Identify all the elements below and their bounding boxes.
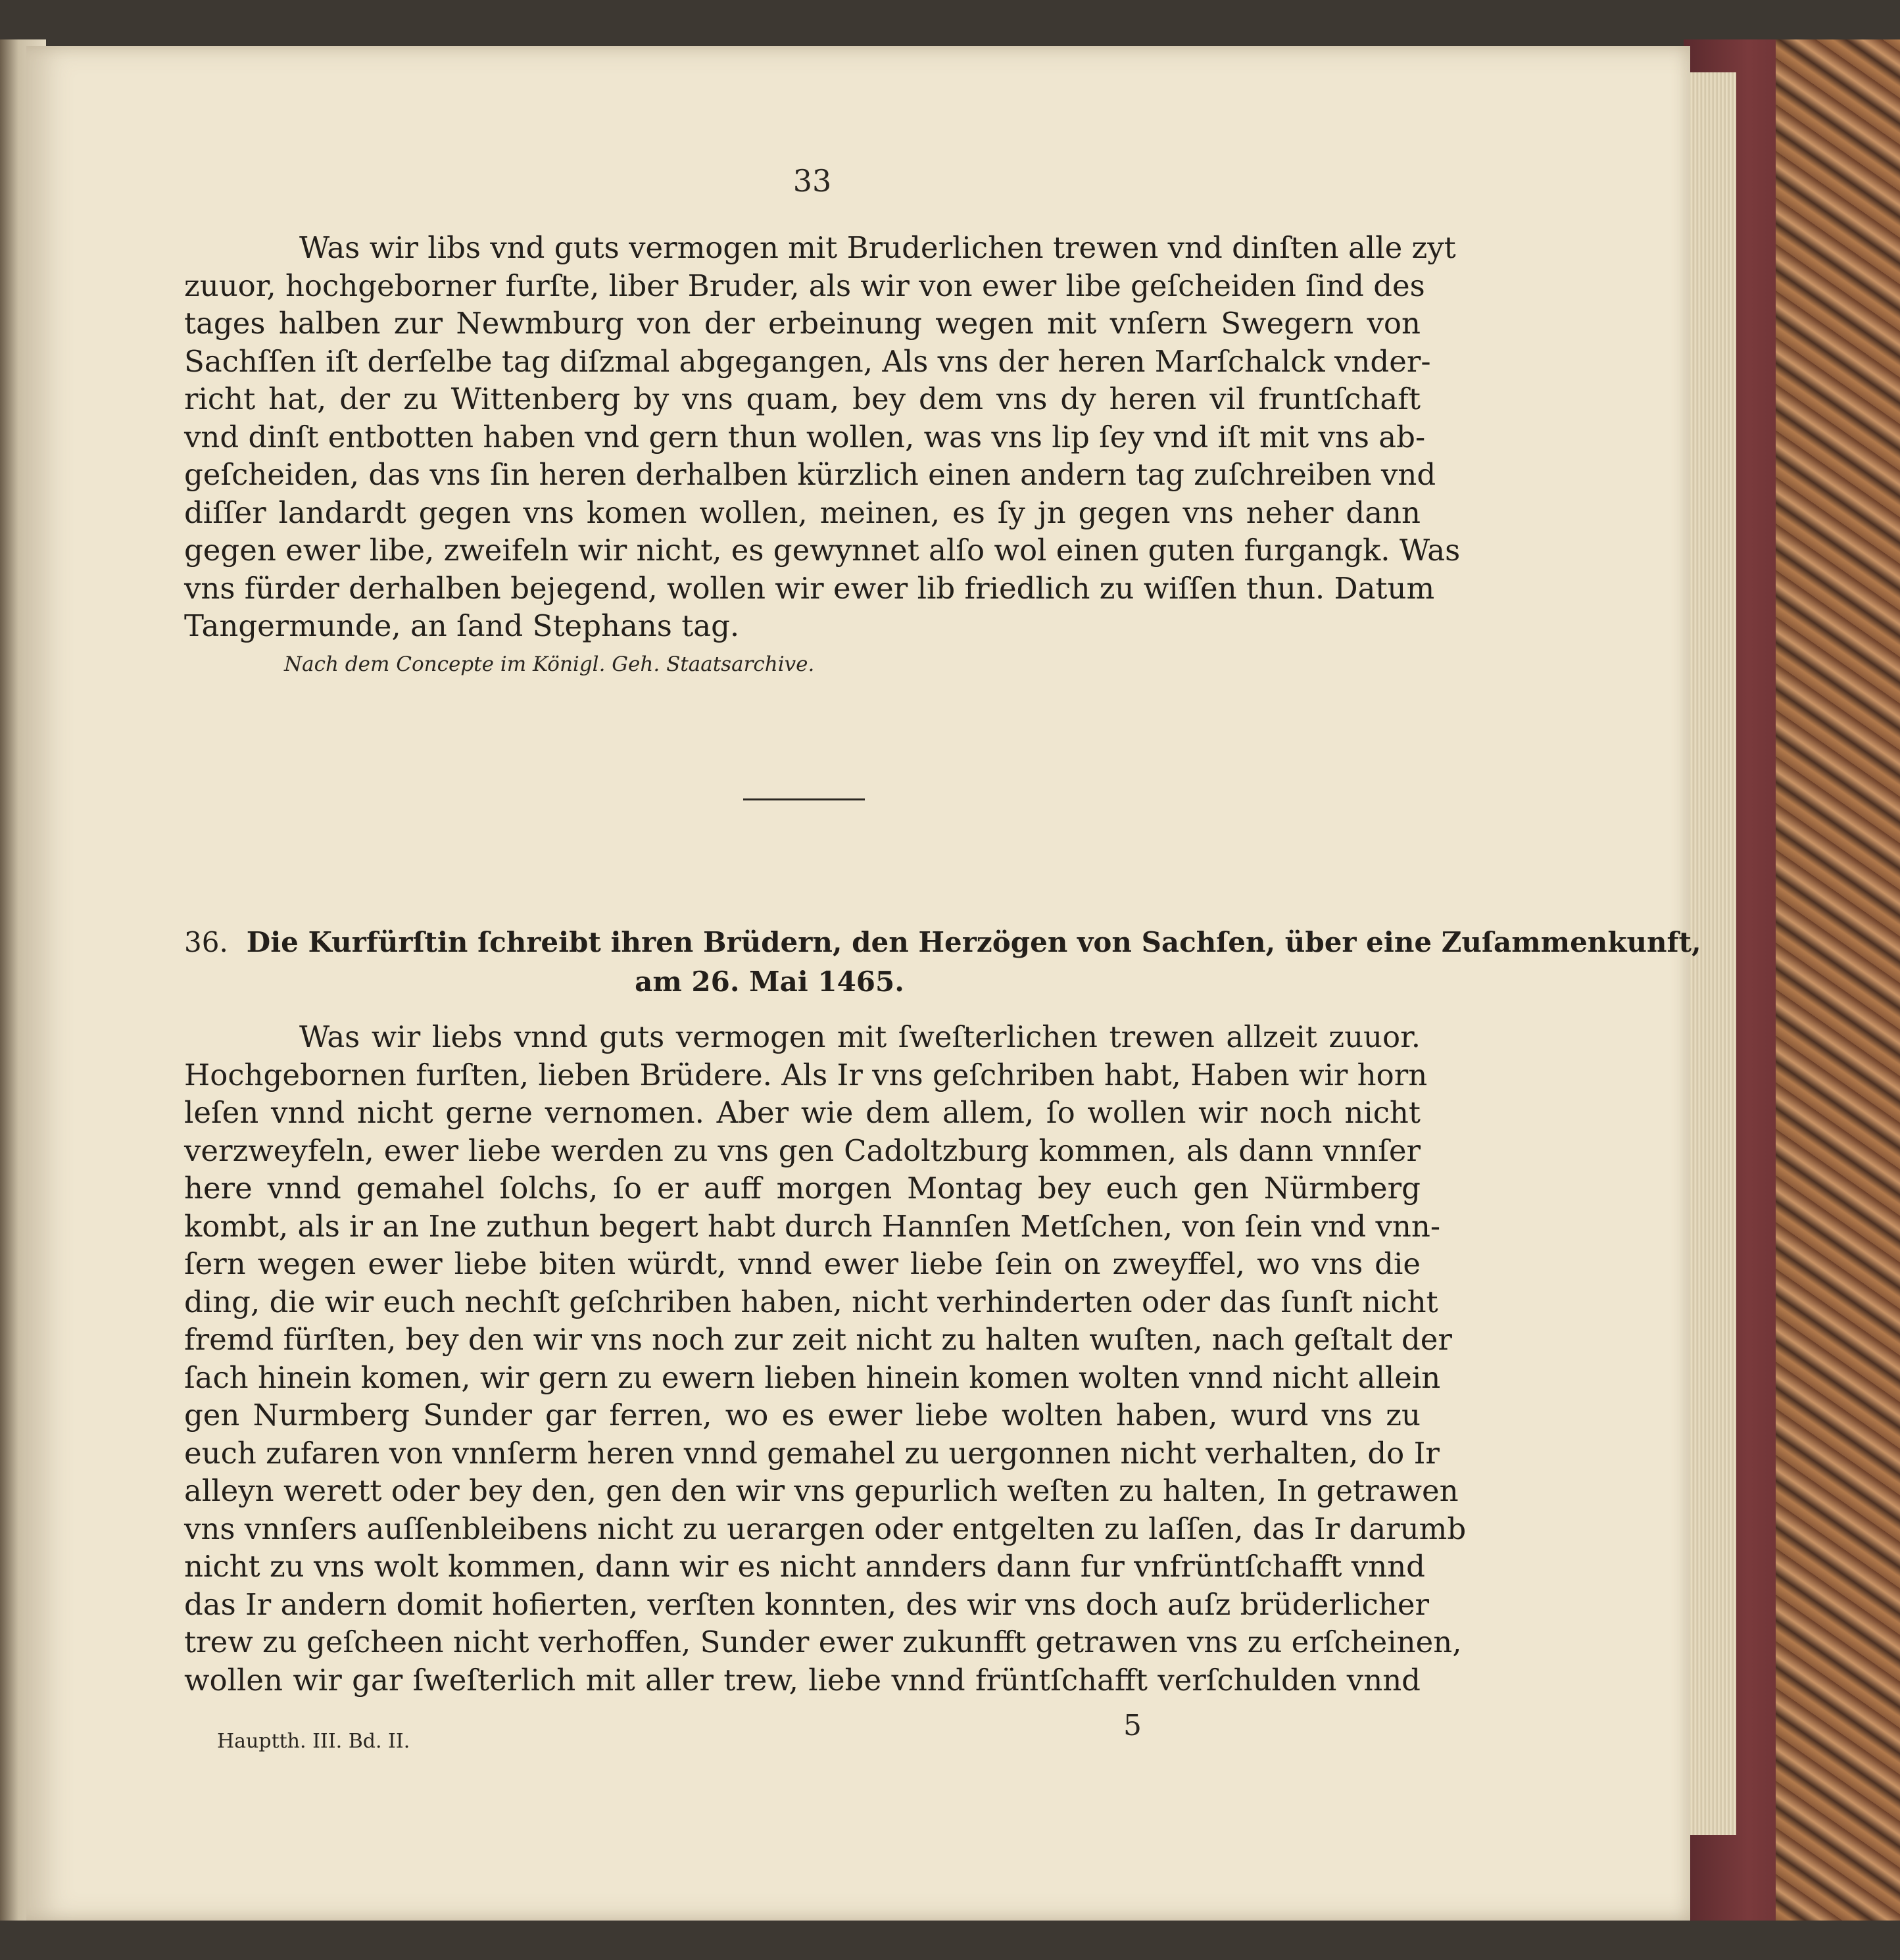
- text-line: Hochgebornen furſten, lieben Brüdere. Als Ir vns geſchriben habt, Haben wir horn: [184, 1057, 1428, 1092]
- text-line: das Ir andern domit hofierten, verſten konnten, des wir vns doch auſz brüderlicher: [184, 1586, 1429, 1622]
- text-line: diſſer landardt gegen vns komen wollen, meinen, es ſy jn gegen vns neher dann: [184, 495, 1421, 530]
- page-number: 33: [792, 163, 832, 199]
- letter-36-body: [184, 1018, 1467, 1699]
- text-line: kombt, als ir an Ine zuthun begert habt durch Hannſen Metſchen, von ſein vnd vnn-: [184, 1208, 1441, 1244]
- text-line: here vnnd gemahel ſolchs, ſo er auff morgen Montag bey euch gen Nürmberg: [184, 1171, 1421, 1206]
- source-note: Nach dem Concepte im Königl. Geh. Staatsarchive.: [284, 652, 815, 676]
- signature-mark: Hauptth. III. Bd. II.: [217, 1730, 410, 1753]
- heading-text: Die Kurfürſtin ſchreibt ihren Brüdern, den Herzögen von Sachſen, über eine Zuſammenkunft,: [246, 926, 1701, 958]
- heading-line-2: am 26. Mai 1465.: [635, 966, 904, 998]
- text-line: Was wir libs vnd guts vermogen mit Bruderlichen trewen vnd dinſten alle zyt: [299, 230, 1456, 265]
- text-line: vns fürder derhalben bejegend, wollen wir ewer lib friedlich zu wiſſen thun. Datum: [184, 570, 1435, 606]
- text-line: euch zufaren von vnnſerm heren vnnd gemahel zu uergonnen nicht verhalten, do Ir: [184, 1435, 1440, 1471]
- text-line: tages halben zur Newmburg von der erbeinung wegen mit vnſern Swegern von: [184, 306, 1421, 341]
- text-line: leſen vnnd nicht gerne vernomen. Aber wie dem allem, ſo wollen wir noch nicht: [184, 1095, 1421, 1130]
- text-line: ſach hinein komen, wir gern zu ewern lieben hinein komen wolten vnnd nicht allein: [184, 1360, 1441, 1395]
- text-line: fremd fürſten, bey den wir vns noch zur zeit nicht zu halten wuſten, nach geſtalt der: [184, 1322, 1452, 1357]
- text-line: verzweyfeln, ewer liebe werden zu vns gen Cadoltzburg kommen, als dann vnnſer: [184, 1133, 1421, 1168]
- text-line: vnd dinſt entbotten haben vnd gern thun wollen, was vns lip ſey vnd iſt mit vns ab-: [184, 419, 1426, 454]
- document-number: 36.: [184, 926, 228, 958]
- text-line: trew zu geſcheen nicht verhoffen, Sunder ewer zukunfft getrawen vns zu erſcheinen,: [184, 1625, 1462, 1659]
- text-line: vns vnnſers auſſenbleibens nicht zu uerargen oder entgelten zu laſſen, das Ir darumb: [184, 1511, 1467, 1546]
- text-line: geſcheiden, das vns ſin heren derhalben kürzlich einen andern tag zuſchreiben vnd: [184, 457, 1436, 492]
- text-line: Sachſſen iſt derſelbe tag diſzmal abgegangen, Als vns der heren Marſchalck vnder-: [184, 343, 1431, 379]
- text-line: richt hat, der zu Wittenberg by vns quam, bey dem vns dy heren vil fruntſchaft: [184, 381, 1421, 416]
- text-line: wollen wir gar ſweſterlich mit aller trew, liebe vnnd früntſchafft verſchulden vnnd: [184, 1662, 1421, 1698]
- marbled-cover: [1776, 39, 1900, 1921]
- text-line: Tangermunde, an ſand Stephans tag.: [184, 608, 740, 643]
- text-line: zuuor, hochgeborner furſte, liber Bruder, als wir von ewer libe geſcheiden ſind des: [184, 268, 1425, 303]
- text-line: nicht zu vns wolt kommen, dann wir es nicht annders dann fur vnfrüntſchafft vnnd: [184, 1549, 1425, 1584]
- document-heading: [184, 923, 1701, 1002]
- text-line: ſern wegen ewer liebe biten würdt, vnnd ewer liebe ſein on zweyffel, wo vns die: [184, 1246, 1421, 1281]
- text-line: alleyn werett oder bey den, gen den wir vns gepurlich weſten zu halten, In getrawen: [184, 1473, 1459, 1508]
- section-divider: [743, 798, 865, 800]
- heading-line-1: [184, 923, 1701, 962]
- text-line: gen Nurmberg Sunder gar ferren, wo es ewer liebe wolten haben, wurd vns zu: [184, 1398, 1421, 1433]
- text-line: Was wir liebs vnnd guts vermogen mit ſweſterlichen trewen allzeit zuuor.: [299, 1019, 1421, 1054]
- letter-35-body: [184, 229, 1461, 645]
- text-line: gegen ewer libe, zweifeln wir nicht, es gewynnet alſo wol einen guten furgangk. Was: [184, 533, 1461, 568]
- text-line: ding, die wir euch nechſt geſchriben haben, nicht verhinderten oder das ſunſt nicht: [184, 1284, 1438, 1319]
- sheet-number: 5: [1123, 1709, 1142, 1742]
